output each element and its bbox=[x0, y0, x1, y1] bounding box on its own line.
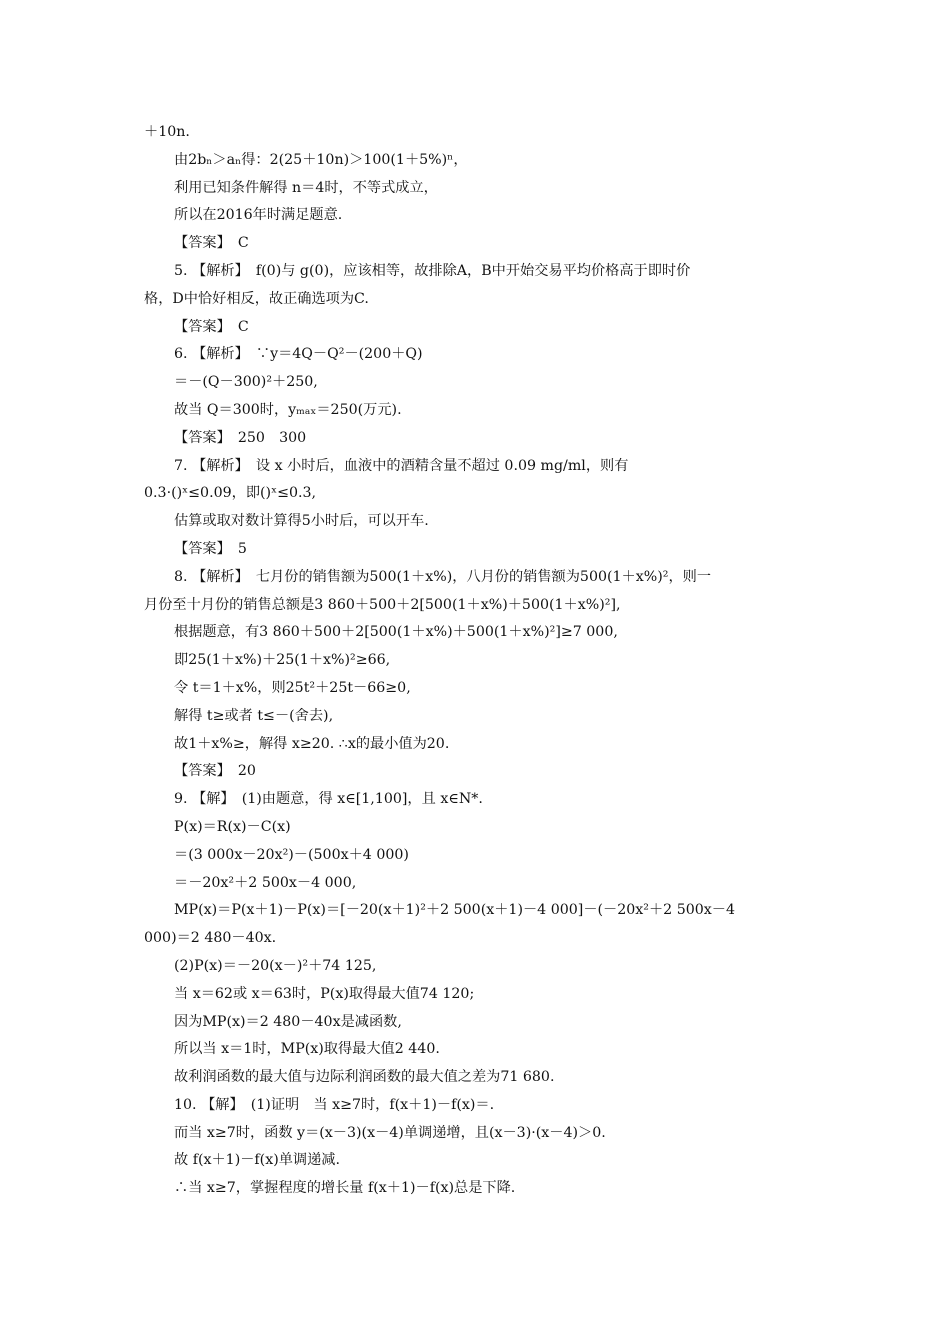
answer-line: 【答案】 C bbox=[174, 318, 249, 335]
text-line: P(x)＝R(x)－C(x) bbox=[174, 818, 291, 835]
text-line: 解得 t≥或者 t≤－(舍去), bbox=[174, 707, 334, 724]
text-line: 故利润函数的最大值与边际利润函数的最大值之差为71 680. bbox=[174, 1069, 555, 1086]
text-line: 所以当 x＝1时，MP(x)取得最大值2 440. bbox=[174, 1041, 440, 1058]
text-line: 估算或取对数计算得5小时后，可以开车. bbox=[174, 513, 429, 530]
text-line: 所以在2016年时满足题意. bbox=[174, 207, 343, 224]
text-line: (2)P(x)＝－20(x－)²＋74 125, bbox=[174, 957, 377, 974]
text-line: 令 t＝1＋x%，则25t²＋25t－66≥0, bbox=[174, 679, 411, 696]
text-line: ∴当 x≥7，掌握程度的增长量 f(x＋1)－f(x)总是下降. bbox=[174, 1180, 516, 1197]
text-line: 因为MP(x)＝2 480－40x是减函数, bbox=[174, 1013, 402, 1030]
answer-line: 【答案】 5 bbox=[174, 540, 247, 557]
text-line: 当 x＝62或 x＝63时，P(x)取得最大值74 120; bbox=[174, 985, 475, 1002]
text-line: 而当 x≥7时，函数 y＝(x－3)(x－4)单调递增，且(x－3)·(x－4)＞0. bbox=[174, 1124, 606, 1141]
text-line: 月份至十月份的销售总额是3 860＋500＋2[500(1＋x%)＋500(1＋x%)²], bbox=[144, 596, 621, 613]
answer-line: 【答案】 20 bbox=[174, 763, 256, 780]
text-line: 故 f(x＋1)－f(x)单调递减. bbox=[174, 1152, 341, 1169]
text-line: 由2bₙ＞aₙ得：2(25＋10n)＞100(1＋5%)ⁿ， bbox=[174, 151, 468, 168]
text-line: MP(x)＝P(x＋1)－P(x)＝[－20(x＋1)²＋2 500(x＋1)－4 000]－(－20x²＋2 500x－4 bbox=[174, 902, 736, 919]
text-line: 5. 【解析】 f(0)与 g(0)，应该相等，故排除A，B中开始交易平均价格高于即时价 bbox=[174, 262, 691, 279]
text-line: ＝－20x²＋2 500x－4 000, bbox=[174, 874, 357, 891]
text-line: ＋10n. bbox=[144, 124, 190, 140]
document-body bbox=[144, 119, 814, 1203]
text-line: 6. 【解析】 ∵y＝4Q－Q²－(200＋Q) bbox=[174, 346, 423, 363]
text-line: 故当 Q＝300时，yₘₐₓ＝250(万元). bbox=[174, 401, 402, 418]
text-line: 8. 【解析】 七月份的销售额为500(1＋x%)，八月份的销售额为500(1＋x%)²，则一 bbox=[174, 568, 712, 585]
text-line: 9. 【解】 (1)由题意，得 x∈[1,100]，且 x∈N*. bbox=[174, 791, 483, 808]
text-line: ＝－(Q－300)²＋250, bbox=[174, 374, 318, 391]
text-line: 利用已知条件解得 n＝4时，不等式成立， bbox=[174, 179, 438, 196]
text-line: 0.3·()ˣ≤0.09，即()ˣ≤0.3, bbox=[144, 485, 317, 502]
answer-line: 【答案】 C bbox=[174, 235, 249, 252]
text-line: 7. 【解析】 设 x 小时后，血液中的酒精含量不超过 0.09 mg/ml，则有 bbox=[174, 457, 629, 474]
text-line: 故1＋x%≥，解得 x≥20. ∴x的最小值为20. bbox=[174, 735, 450, 752]
answer-line: 【答案】 250 300 bbox=[174, 429, 307, 446]
text-line: 格，D中恰好相反，故正确选项为C. bbox=[144, 290, 369, 307]
text-line: 根据题意，有3 860＋500＋2[500(1＋x%)＋500(1＋x%)²]≥7 000, bbox=[174, 624, 618, 641]
text-line: ＝(3 000x－20x²)－(500x＋4 000) bbox=[174, 846, 409, 863]
text-line: 10. 【解】 (1)证明 当 x≥7时，f(x＋1)－f(x)＝. bbox=[174, 1096, 495, 1113]
text-line: 000)＝2 480－40x. bbox=[144, 930, 277, 947]
text-line: 即25(1＋x%)＋25(1＋x%)²≥66, bbox=[174, 652, 391, 669]
